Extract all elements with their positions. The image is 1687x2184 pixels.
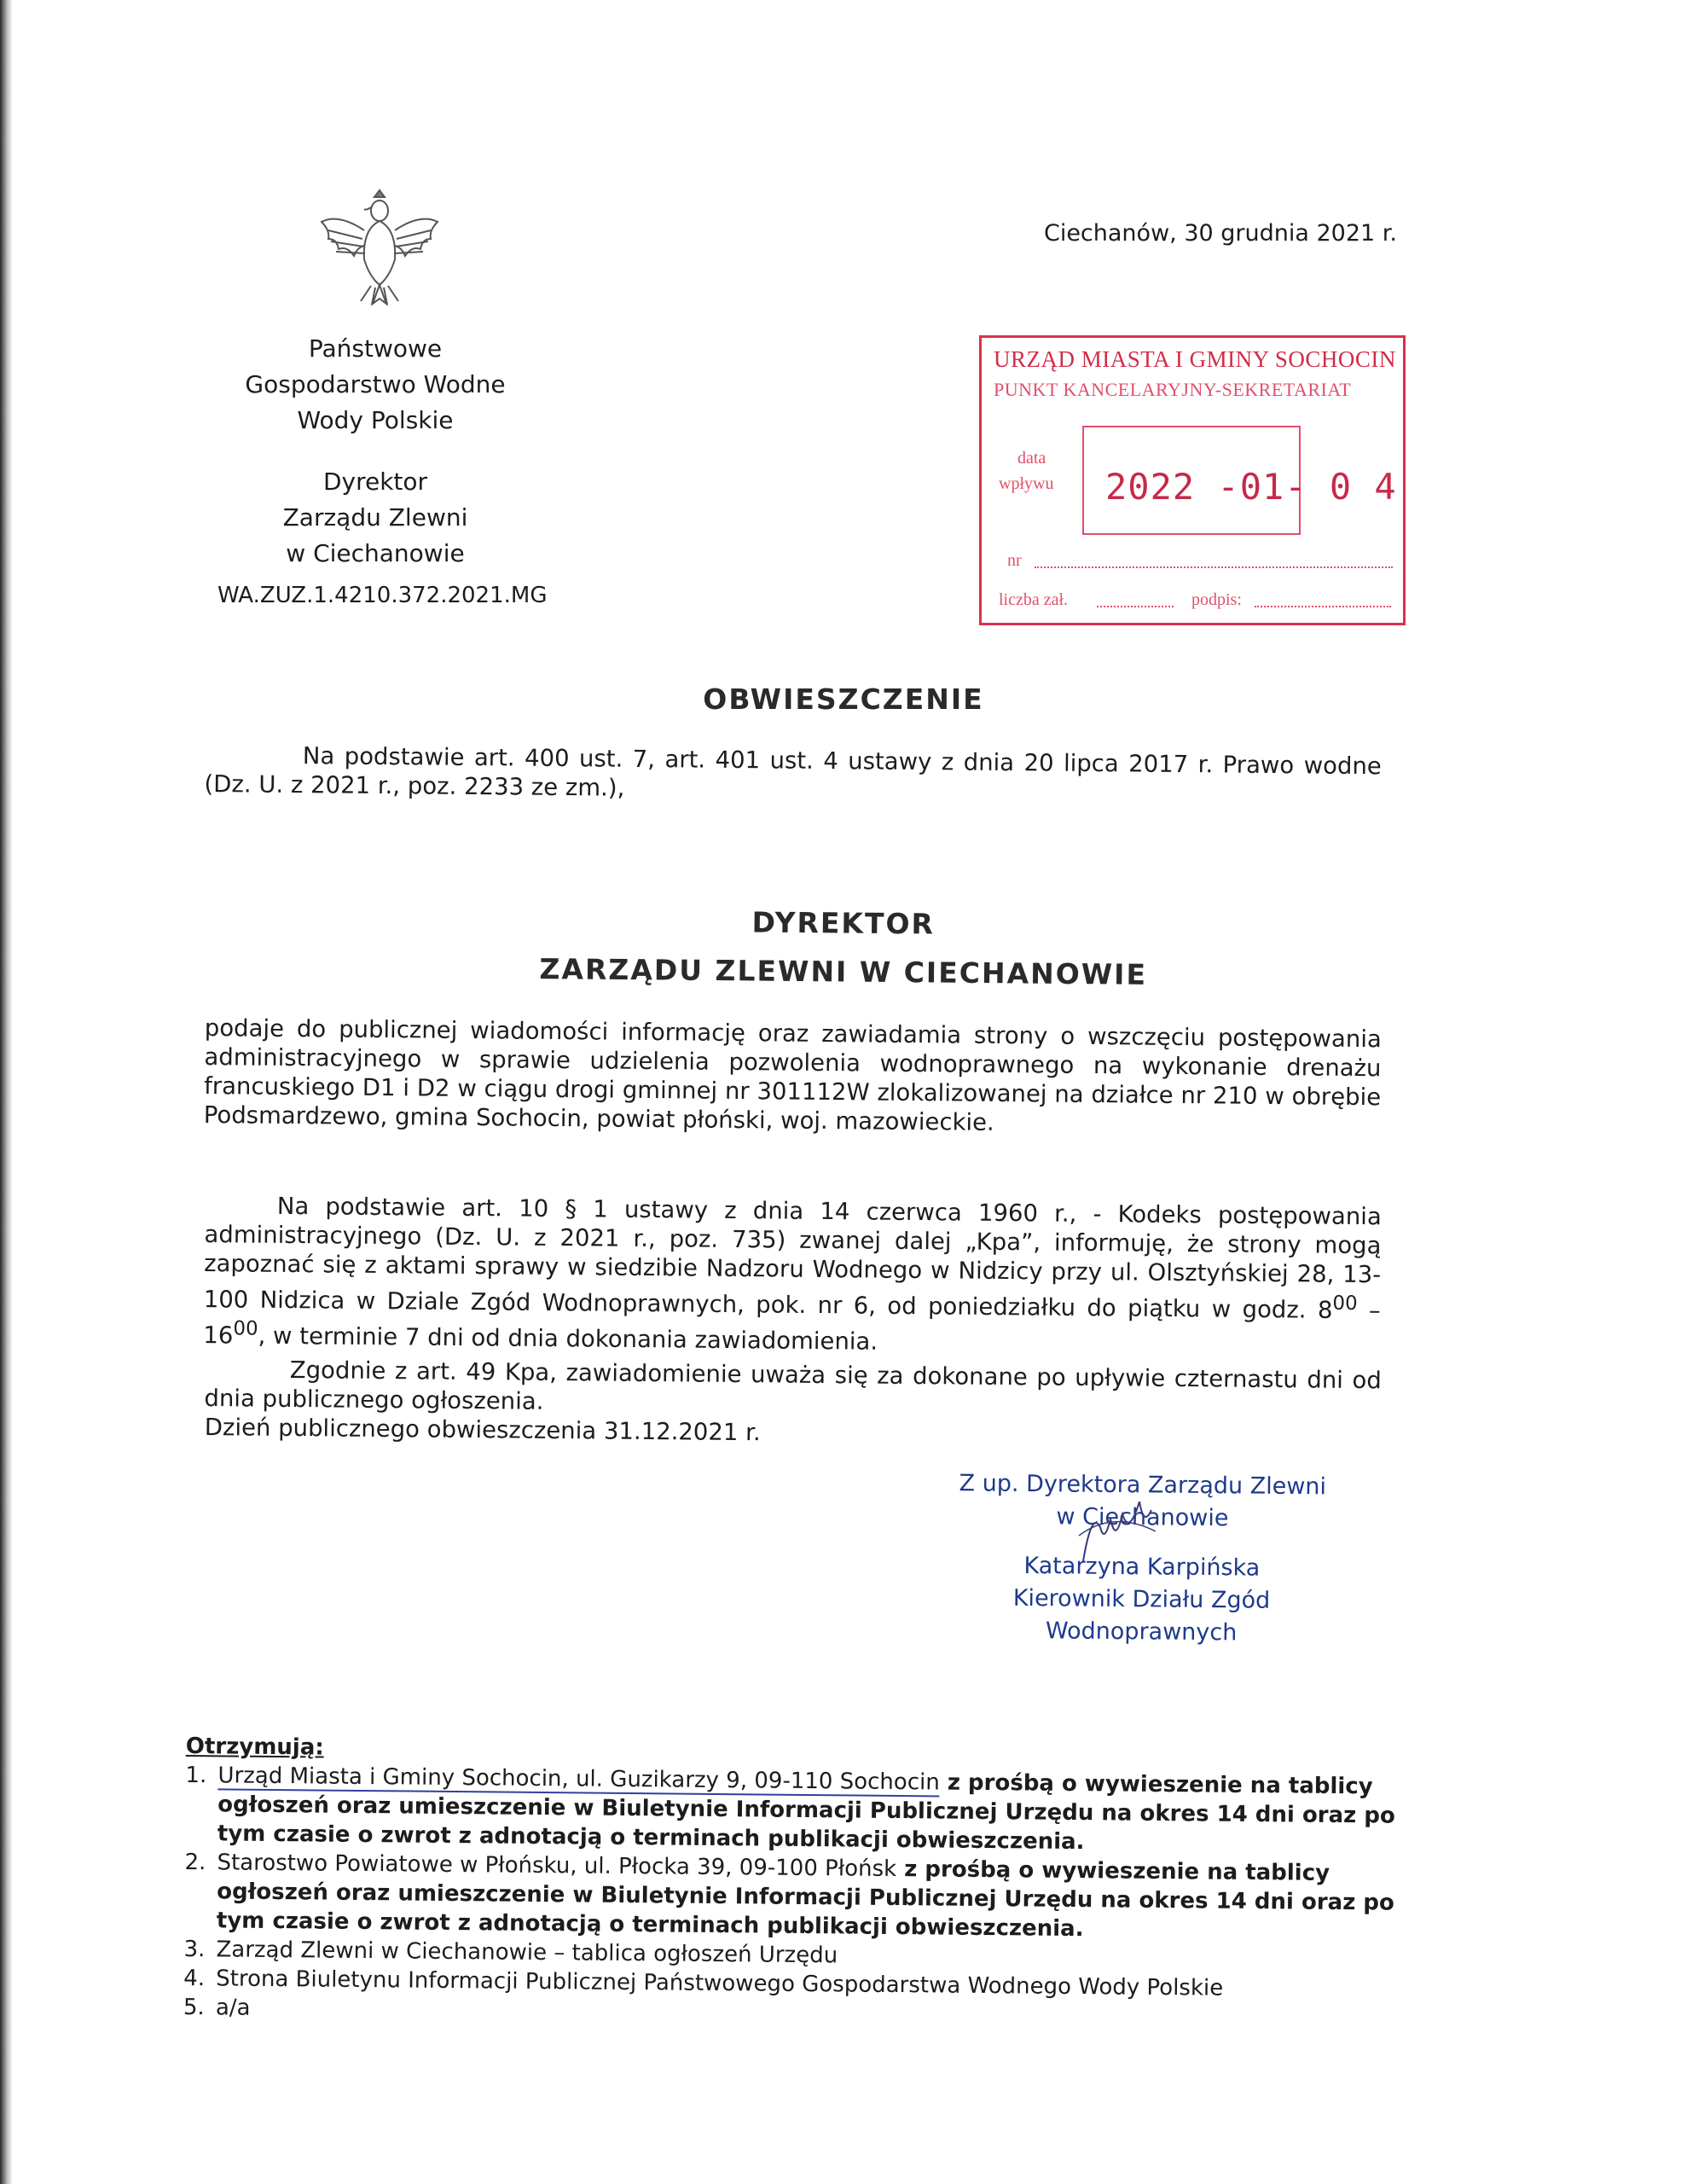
scan-edge: [0, 0, 12, 2184]
recipients-list: [183, 1732, 1397, 2034]
recipient-number: 3.: [183, 1936, 206, 1963]
body-paragraph-1: podaje do publicznej wiadomości informację oraz zawiadamia strony o wszczęciu postępowania administracyjnego w sprawie udzielenia pozwolenia wodnoprawnego na wykonanie drenażu francuskiego D1 i D2 w ciągu drogi gminnej nr 301112W zlokalizowanej na działce nr 210 w obrębie Podsmardzewo, gmina Sochocin, powiat płoński, woj. mazowieckie.: [203, 1014, 1382, 1136]
stamp-label-nr: nr: [1007, 551, 1022, 570]
org-line: Gospodarstwo Wodne: [245, 370, 506, 398]
body-paragraph-3: Zgodnie z art. 49 Kpa, zawiadomienie uważa się za dokonane po upływie czternastu dni od dnia publicznego ogłoszenia.: [204, 1356, 1382, 1415]
authority-title: DYREKTOR: [751, 905, 936, 941]
recipient-number: 1.: [185, 1762, 207, 1789]
stamp-office-name: URZĄD MIASTA I GMINY SOCHOCIN: [994, 346, 1396, 372]
hours-to: 16: [203, 1321, 234, 1350]
recipient-name: Strona Biuletynu Informacji Publicznej Państwowego Gospodarstwa Wodnego Wody Polskie: [216, 1966, 1224, 2001]
org-line: Państwowe: [308, 334, 443, 363]
recipient-item: [185, 1761, 1397, 1860]
stamp-department: PUNKT KANCELARYJNY-SEKRETARIAT: [994, 379, 1352, 400]
document-date: Ciechanów, 30 grudnia 2021 r.: [1043, 220, 1397, 247]
signature-authorization: Z up. Dyrektora Zarządu Zlewni: [959, 1470, 1327, 1501]
recipient-name: a/a: [215, 1995, 251, 2021]
authority-subtitle: ZARZĄDU ZLEWNI W CIECHANOWIE: [539, 952, 1148, 991]
recipient-name: Zarząd Zlewni w Ciechanowie – tablica ogłoszeń Urzędu: [216, 1937, 838, 1969]
stamp-label-wplywu: wpływu: [999, 474, 1054, 493]
stamp-liczba-line: [1097, 606, 1174, 607]
stamp-label-podpis: podpis:: [1191, 590, 1242, 609]
case-reference: WA.ZUZ.1.4210.372.2021.MG: [217, 583, 548, 608]
paragraph-2-ending: , w terminie 7 dni od dnia dokonania zawiadomienia.: [258, 1321, 878, 1356]
body-paragraph-4: Dzień publicznego obwieszczenia 31.12.2021 r.: [204, 1414, 761, 1447]
recipient-instruction: z prośbą o wywieszenie na tablicy ogłoszeń oraz umieszczenie w Biuletynie Informacji Publicznej Urzędu na okres 14 dni oraz po tym czasie o zwrot z adnotacją o terminach publikacji obwieszczenia.: [216, 1856, 1394, 1943]
paragraph-2-text: Na podstawie art. 10 § 1 ustawy z dnia 14 czerwca 1960 r., - Kodeks postępowania administracyjnego (Dz. U. z 2021 r., poz. 735) zwanej dalej „Kpa”, informuję, że strony mogą zapoznać się z aktami sprawy w siedzibie Nadzoru Wodnego w Nidzicy przy ul. Olsztyńskiej 28, 13-100 Nidzica w Dziale Zgód Wodnoprawnych, pok. nr 6, od poniedziałku do piątku w godz.: [203, 1192, 1382, 1324]
recipient-instruction: z prośbą o wywieszenie na tablicy ogłoszeń oraz umieszczenie w Biuletynie Informacji Publicznej Urzędu na okres 14 dni oraz po tym czasie o zwrot z adnotacją o terminach publikacji obwieszczenia.: [217, 1769, 1395, 1856]
recipients-heading: Otrzymują:: [185, 1733, 324, 1761]
polish-eagle-emblem-icon: [316, 183, 443, 311]
legal-basis: Na podstawie art. 400 ust. 7, art. 401 ust. 4 ustawy z dnia 20 lipca 2017 r. Prawo wodne (Dz. U. z 2021 r., poz. 2233 ze zm.),: [204, 742, 1382, 802]
issuer-organization: [188, 331, 563, 439]
director-line: Dyrektor: [322, 468, 428, 496]
hours-from: 8: [1317, 1296, 1333, 1324]
org-line: Wody Polskie: [297, 406, 454, 434]
hours-from-minutes: 00: [1332, 1292, 1358, 1315]
recipient-name: Starostwo Powiatowe w Płońsku, ul. Płocka 39, 09-100 Płońsk: [217, 1850, 897, 1883]
signature-office: w Ciechanowie: [1056, 1503, 1229, 1532]
stamp-nr-line: [1035, 566, 1393, 568]
stamp-label-liczba: liczba zał.: [999, 590, 1069, 609]
stamp-received-date: 2022 -01- 0 4: [1105, 466, 1397, 508]
recipient-item: [184, 1848, 1396, 1947]
recipient-text: [217, 1761, 1397, 1859]
recipient-name: Urząd Miasta i Gminy Sochocin, ul. Guzikarzy 9, 09-110 Sochocin: [217, 1763, 940, 1796]
stamp-label-data: data: [1017, 449, 1046, 468]
stamp-podpis-line: [1255, 606, 1391, 607]
hours-to-minutes: 00: [233, 1317, 258, 1340]
hours-separator: –: [1357, 1297, 1381, 1325]
recipient-number: 4.: [183, 1965, 206, 1992]
recipient-text: [217, 1848, 1396, 1946]
issuer-director: [188, 464, 563, 572]
body-paragraph-2: [203, 1191, 1382, 1362]
receipt-stamp: [979, 335, 1406, 625]
director-line: w Ciechanowie: [286, 539, 465, 567]
signatory-position: Kierownik Działu Zgód Wodnoprawnych: [1012, 1584, 1271, 1647]
handwritten-signature-icon: [1066, 1502, 1168, 1578]
recipient-number: 2.: [184, 1849, 206, 1876]
signatory-name: Katarzyna Karpińska: [1023, 1552, 1261, 1582]
recipient-number: 5.: [183, 1994, 205, 2021]
document-title: OBWIESZCZENIE: [703, 682, 984, 716]
director-line: Zarządu Zlewni: [282, 503, 468, 531]
